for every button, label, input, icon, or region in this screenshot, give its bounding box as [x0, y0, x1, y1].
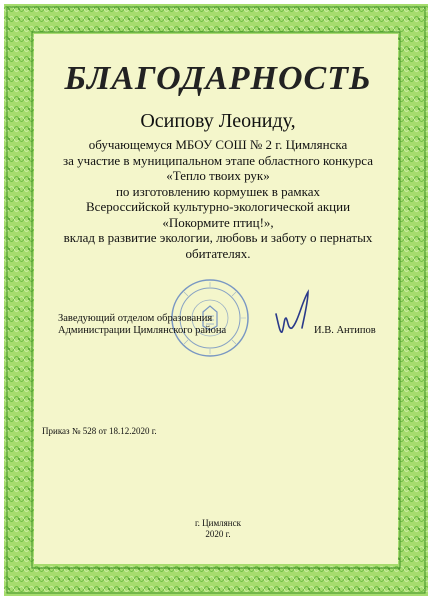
body-line: обучающемуся МБОУ СОШ № 2 г. Цимлянска — [88, 137, 348, 152]
city: г. Цимлянск — [194, 518, 241, 528]
body-line: «Покормите птиц!», — [162, 214, 274, 230]
body-line: по изготовлению кормушек в рамках — [115, 183, 321, 199]
body-line: обитателях. — [185, 245, 251, 261]
body-line: вклад в развитие экологии, любовь и заботу о пернатых — [63, 230, 373, 245]
recipient-name: Осипову Леониду, — [140, 110, 296, 132]
place-and-year — [0, 518, 436, 540]
signatory-name: И.В. Антипов — [314, 325, 376, 336]
year: 2020 г. — [205, 529, 231, 539]
handwritten-signature — [272, 288, 316, 340]
certificate-body — [34, 137, 402, 261]
order-reference: Приказ № 528 от 18.12.2020 г. — [42, 426, 157, 436]
certificate-title: БЛАГОДАРНОСТЬ — [64, 60, 372, 97]
signatory-title — [58, 313, 226, 337]
body-line: «Тепло твоих рук» — [166, 168, 270, 183]
signatory-line: Администрации Цимлянского района — [58, 325, 227, 336]
body-line: Всероссийской культурно-экологической акции — [85, 199, 351, 214]
signatory-line: Заведующий отделом образования — [58, 313, 213, 324]
body-line: за участие в муниципальном этапе областного конкурса — [63, 152, 373, 168]
